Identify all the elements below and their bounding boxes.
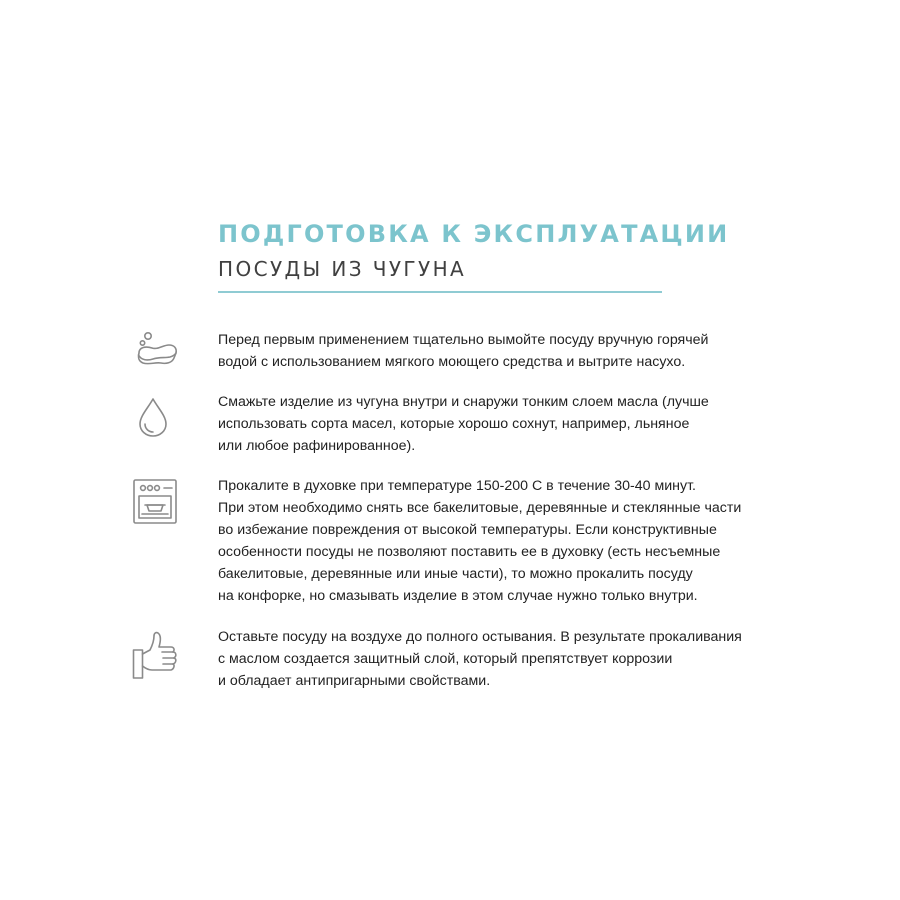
page-subtitle: ПОСУДЫ ИЗ ЧУГУНА	[218, 257, 467, 281]
step-text: Перед первым применением тщательно вымойте посуду вручную горячей водой с использованием мягкого моющего средства и вытрите насухо.	[218, 332, 709, 370]
step-text: Оставьте посуду на воздухе до полного остывания. В результате прокаливания с маслом создается защитный слой, который препятствует коррозии и обладает антипригарными свойствами.	[218, 629, 742, 689]
thumbs-up-icon	[132, 630, 182, 680]
oil-drop-icon	[132, 395, 182, 445]
page-title: ПОДГОТОВКА К ЭКСПЛУАТАЦИИ	[218, 220, 730, 248]
step-text: Прокалите в духовке при температуре 150-200 С в течение 30-40 минут. При этом необходимо снять все бакелитовые, деревянные и стеклянные части во избежание повреждения от высокой температуры. Если конструктивные особенности посуды не позволяют поставить ее в духовку (есть несъемные бакелитовые, деревянные или иные части), то можно прокалить посуду на конфорке, но смазывать изделие в этом случае нужно только внутри.	[218, 478, 742, 604]
step-text: Смажьте изделие из чугуна внутри и снаружи тонким слоем масла (лучше использовать сорта масел, которые хорошо сохнут, например, льняное или любое рафинированное).	[218, 394, 709, 454]
page-header	[218, 218, 730, 284]
title-divider	[218, 291, 662, 293]
sponge-icon	[132, 327, 182, 377]
oven-icon	[132, 477, 182, 527]
